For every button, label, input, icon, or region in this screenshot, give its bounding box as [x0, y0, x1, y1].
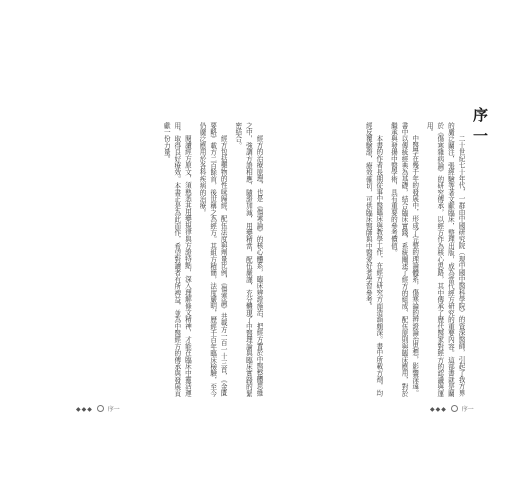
right-paragraph-1: 二十世紀七十年代，一群由中國研究院（現中國中醫科學院）的資深醫師，引起了我方界的廣泛關注，張經驗等著文獻臨床，整理出版，成為當代經方研究的重要內容。這部書就是關於《傷寒雜病論》的研究傳承，以經方作為核心思路，其中傳承了歷代醫家對經方的認識與運用。 [425, 122, 465, 397]
left-page-folio [76, 404, 120, 413]
folio-label: 序一 [107, 406, 120, 413]
right-page-folio [430, 404, 474, 413]
preface-heading: 序一 [472, 106, 489, 145]
folio-ornament: ◆◆◆ [430, 406, 447, 413]
left-page-text [78, 122, 264, 400]
right-page-text [286, 122, 466, 400]
right-paragraph-3: 本書的作者長期從事中醫臨床與教學工作，在經方研究方面造詣頗深。書中所載方劑，均經反覆驗證，療效確切，可供臨床醫師與中醫愛好者學習參考。 [364, 122, 383, 397]
right-paragraph-2: 中醫學在幾千年的發展中，形成了完整的理論體系，傷寒論的辨證論治思想，影響深遠。書中以傳統經典為基礎，結合臨床實踐，系統闡述了經方的組成、配伍原則與臨床應用，對於繼承與發揚中醫學術，具有重要的參考價值。 [389, 122, 419, 397]
circle-ornament-icon [97, 405, 104, 412]
folio-label: 序一 [461, 406, 474, 413]
left-paragraph-3: 閱讀經方原文，須熟悉其用藥規律與方證特點，深入理解條文精神，才能在臨床中靈活運用，取得良好療效。本書正是為此而作，希望對讀者有所裨益，並為中醫經方的傳承與發展貢獻一份力量。 [162, 122, 192, 397]
folio-ornament: ◆◆◆ [76, 406, 93, 413]
circle-ornament-icon [451, 405, 458, 412]
left-paragraph-2: 經方包括藥物的性味歸經、配伍法度與劑量比例，《傷寒論》共載方一百一十三首，《金匱要略》載方二百餘首，後世稱之為經方。其組方精簡，法度嚴明，歷經千百年臨床檢驗，至今仍廣泛應用於各科疾病的治療。 [198, 122, 228, 397]
left-paragraph-1: 經方的治療原理，也是《傷寒論》的核心體系，臨床辨證施治，把經方置於中醫整體思維之中，強調方證相應，隨證加減，用藥精當，配伍嚴謹，充分體現了中醫理論與臨床實踐的緊密結合。 [233, 122, 263, 397]
